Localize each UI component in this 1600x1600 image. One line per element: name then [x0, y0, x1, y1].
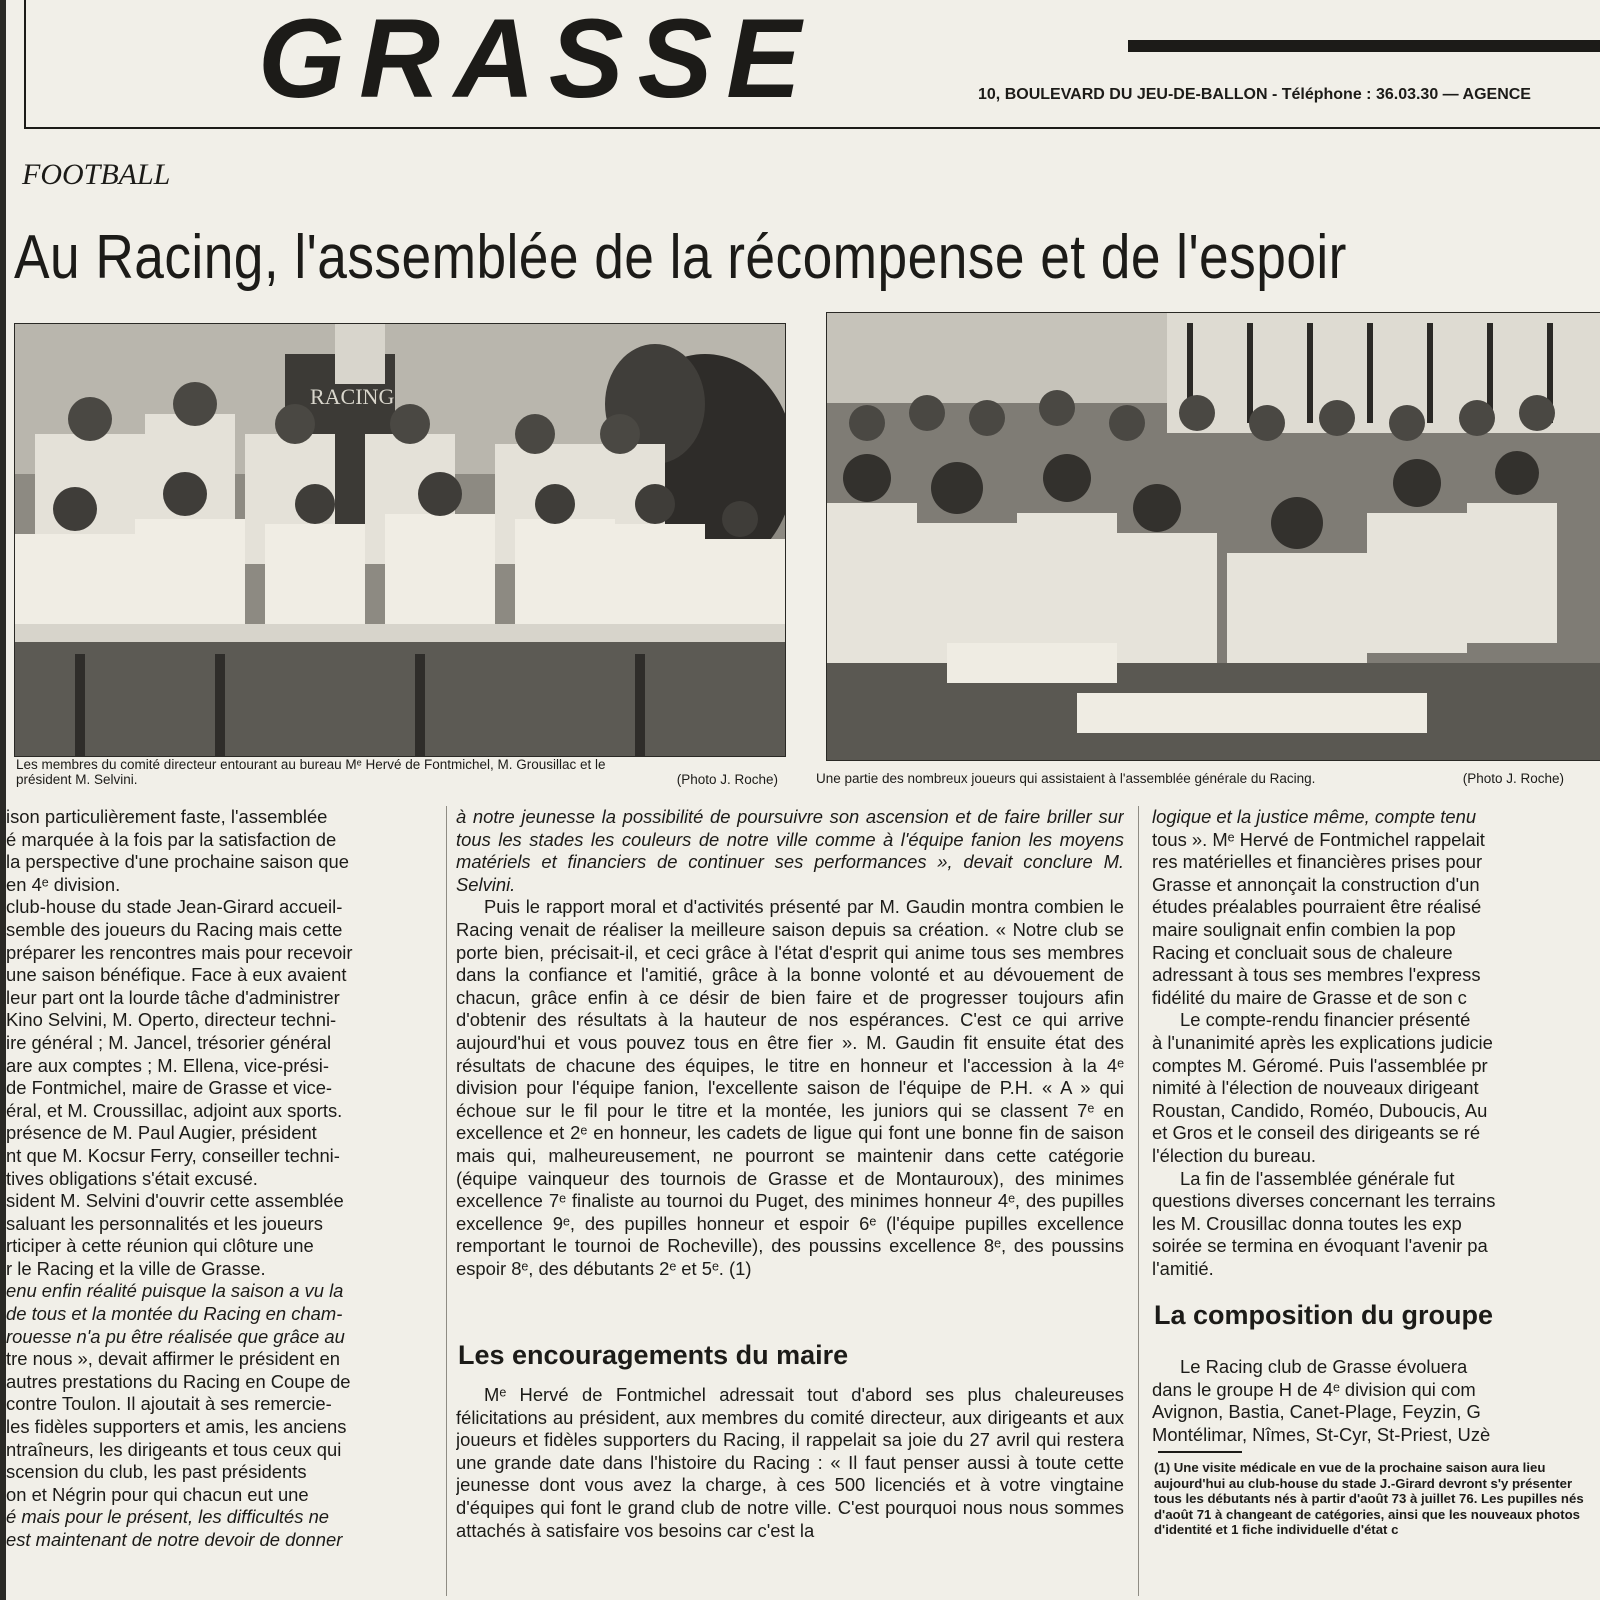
article-column-3b [1152, 1356, 1600, 1452]
masthead [0, 0, 1600, 128]
col1-line: en 4ᵉ division. [6, 873, 121, 895]
col1-line: rticiper à cette réunion qui clôture une [6, 1235, 314, 1257]
col3-line: res matérielles et financières prises pour [1152, 851, 1483, 873]
col3-line: Racing et concluait sous de chaleure [1152, 941, 1453, 963]
headline: Au Racing, l'assemblée de la récompense et de l'espoir [14, 223, 1347, 292]
article-column-1 [6, 806, 436, 1596]
col3-line: l'élection du bureau. [1152, 1144, 1317, 1166]
footnote: (1) Une visite médicale en vue de la prochaine saison aura lieu aujourd'hui au club-house du stade J.-Girard devront s'y présenter tous les débutants nés à partir d'août 73 à juillet 76. Les pupilles nés d'août 71 à changeant de catégories, ainsi que les nouveaux photos d'identité et 1 fiche individuelle d'état c [1154, 1460, 1584, 1538]
col1-line: on et Négrin pour qui chacun eut une [6, 1483, 309, 1505]
col3-line: Grasse et annonçait la construction d'un [1152, 873, 1480, 895]
article-column-3 [1152, 806, 1600, 1290]
caption-left-line2: président M. Selvini. [16, 772, 138, 787]
col3-line: maire soulignait enfin combien la pop [1152, 918, 1456, 940]
col1-line: rouesse n'a pu être réalisée que grâce au [6, 1325, 345, 1347]
caption-left-line1: Les membres du comité directeur entourant au bureau Mᵉ Hervé de Fontmichel, M. Grousillac et le [16, 757, 606, 772]
col1-line: leur part ont la lourde tâche d'administrer [6, 986, 340, 1008]
col1-line: are aux comptes ; M. Ellena, vice-prési- [6, 1054, 329, 1076]
col1-line: ire général ; M. Jancel, trésorier général [6, 1031, 332, 1053]
col3-line: l'amitié. [1152, 1257, 1214, 1279]
banner-text: RACING [310, 384, 395, 409]
masthead-address: 10, BOULEVARD DU JEU-DE-BALLON - Téléphone : 36.03.30 — AGENCE [978, 86, 1531, 103]
col1-line: ntraîneurs, les dirigeants et tous ceux qui [6, 1438, 342, 1460]
masthead-border [24, 0, 26, 128]
subhead-groupe: La composition du groupe [1154, 1300, 1493, 1330]
photo-players [826, 312, 1600, 761]
col3-line: Le compte-rendu financier présenté [1180, 1009, 1471, 1031]
col3-line: questions diverses concernant les terrains [1152, 1190, 1496, 1212]
photo-credit-left: (Photo J. Roche) [676, 772, 778, 787]
col1-line: é mais pour le présent, les difficultés ne [6, 1506, 330, 1528]
col3-line: La fin de l'assemblée générale fut [1180, 1167, 1455, 1189]
column-rule [1138, 806, 1139, 1596]
masthead-rule [1128, 40, 1600, 52]
col3-line: comptes M. Géromé. Puis l'assemblée pr [1152, 1054, 1488, 1076]
col1-line: est maintenant de notre devoir de donner [6, 1529, 343, 1550]
caption-right [816, 771, 1600, 786]
col3-line: Montélimar, Nîmes, St-Cyr, St-Priest, Uzè [1152, 1423, 1491, 1445]
article-column-2b [456, 1384, 1124, 1596]
col3-line: études préalables pourraient être réalisé [1152, 896, 1482, 918]
caption-left [16, 757, 782, 787]
article-column-2 [456, 806, 1124, 1334]
col1-line: r le Racing et la ville de Grasse. [6, 1257, 266, 1279]
photo-credit-right: (Photo J. Roche) [1462, 771, 1564, 786]
col3-line: Le Racing club de Grasse évoluera [1180, 1356, 1468, 1377]
footnote-rule [1158, 1451, 1242, 1453]
col3-line: les M. Crousillac donna toutes les exp [1152, 1212, 1462, 1234]
caption-right-text: Une partie des nombreux joueurs qui assistaient à l'assemblée générale du Racing. [816, 771, 1316, 786]
photo-committee [14, 323, 786, 757]
col3-line: soirée se termina en évoquant l'avenir pa [1152, 1235, 1488, 1257]
col1-line: les fidèles supporters et amis, les anciens [6, 1416, 347, 1438]
col2-paragraph: Mᵉ Hervé de Fontmichel adressait tout d'abord ses plus chaleureuses félicitations au président, aux membres du comité directeur, aux dirigeants et aux joueurs et fidèles supporters du Racing, il rappelait sa joie du 27 avril qui restera une grande date dans l'histoire du Racing : « Il faut penser aussi à toute cette jeunesse dont vous avez la charge, à ces 500 licenciés et à votre vingtaine d'équipes qui font le grand club de notre ville. C'est pourquoi nous nous sommes attachés à satisfaire vos besoins car c'est la [456, 1384, 1124, 1541]
col1-line: de tous et la montée du Racing en cham- [6, 1303, 343, 1325]
subhead-maire: Les encouragements du maire [458, 1340, 849, 1370]
col3-line: fidélité du maire de Grasse et de son c [1152, 986, 1467, 1008]
col1-line: la perspective d'une prochaine saison que [6, 851, 349, 873]
col1-line: Kino Selvini, M. Operto, directeur techni- [6, 1009, 337, 1031]
masthead-bottom-rule [24, 127, 1600, 129]
col3-line: et Gros et le conseil des dirigeants se ré [1152, 1122, 1481, 1144]
col3-line: Roustan, Candido, Roméo, Duboucis, Au [1152, 1099, 1488, 1121]
column-rule [446, 806, 447, 1596]
col1-line: é marquée à la fois par la satisfaction de [6, 828, 337, 850]
col1-line: ison particulièrement faste, l'assemblée [6, 806, 328, 827]
col1-line: contre Toulon. Il ajoutait à ses remercie- [6, 1393, 332, 1415]
col3-line: dans le groupe H de 4ᵉ division qui com [1152, 1378, 1476, 1400]
col1-line: présence de M. Paul Augier, président [6, 1122, 317, 1144]
col1-line: autres prestations du Racing en Coupe de [6, 1370, 351, 1392]
col1-line: tre nous », devait affirmer le président en [6, 1348, 340, 1370]
col1-line: scension du club, les past présidents [6, 1461, 307, 1483]
col1-line: semble des joueurs du Racing mais cette [6, 918, 343, 940]
col1-line: club-house du stade Jean-Girard accueil- [6, 896, 343, 918]
col1-line: de Fontmichel, maire de Grasse et vice- [6, 1077, 333, 1099]
col1-line: une saison bénéfique. Face à eux avaient [6, 964, 347, 986]
col3-line: tous ». Mᵉ Hervé de Fontmichel rappelait [1152, 828, 1485, 850]
col1-line: tives obligations s'était excusé. [6, 1167, 258, 1189]
section-label: FOOTBALL [22, 158, 171, 191]
col1-line: éral, et M. Croussillac, adjoint aux sports. [6, 1099, 343, 1121]
col1-line: enu enfin réalité puisque la saison a vu la [6, 1280, 344, 1302]
col3-line: nimité à l'élection de nouveaux dirigeant [1152, 1077, 1479, 1099]
col2-paragraph: Puis le rapport moral et d'activités présenté par M. Gaudin montra combien le Racing venait de réaliser la meilleure saison depuis sa création. « Notre club se porte bien, précisait-il, et ceci grâce à l'état d'esprit qui anime tous ses membres dans la confiance et l'amitié, grâce à la bonne volonté et au dévouement de chacun, grâce enfin à ce désir de bien faire et de progresser toujours afin d'obtenir des résultats à la hauteur de nos espérances. C'est ce qui arrive aujourd'hui et vous pouvez tous en être fier ». M. Gaudin fit ensuite état des résultats de chacune des équipes, le titre en honneur et l'accession à la 4ᵉ division pour l'équipe fanion, l'excellente saison de l'équipe de P.H. « A » qui échoue sur le fil pour le titre et la montée, les juniors qui se classent 7ᵉ en excellence et 2ᵉ en honneur, les cadets de ligue qui font une bonne fin de saison mais qui, malheureusement, ne pourront se maintenir dans cette catégorie (équipe vainqueur des tournois de Grasse et de Montauroux), des minimes excellence 7ᵉ finaliste au tournoi du Puget, des minimes honneur 4ᵉ, des pupilles excellence 9ᵉ, des pupilles honneur et espoir 6ᵉ (l'équipe pupilles excellence remportant le tournoi de Rocheville), des poussins excellence 8ᵉ, des poussins espoir 8ᵉ, des débutants 2ᵉ et 5ᵉ. (1) [456, 896, 1124, 1279]
col3-line: Avignon, Bastia, Canet-Plage, Feyzin, G [1152, 1401, 1481, 1423]
col1-line: nt que M. Kocsur Ferry, conseiller techni- [6, 1144, 340, 1166]
col1-line: sident M. Selvini d'ouvrir cette assemblée [6, 1190, 344, 1212]
masthead-title: GRASSE [258, 0, 815, 121]
col2-paragraph: à notre jeunesse la possibilité de poursuivre son ascension et de faire briller sur tous les stades les couleurs de notre ville comme à l'équipe fanion les moyens matériels et financiers de continuer ses performances », devait conclure M. Selvini. [456, 806, 1124, 895]
col1-line: saluant les personnalités et les joueurs [6, 1212, 323, 1234]
col1-line: préparer les rencontres mais pour recevoir [6, 941, 353, 963]
col3-line: logique et la justice même, compte tenu [1152, 806, 1477, 827]
col3-line: adressant à tous ses membres l'express [1152, 964, 1481, 986]
col3-line: à l'unanimité après les explications judicie [1152, 1031, 1493, 1053]
